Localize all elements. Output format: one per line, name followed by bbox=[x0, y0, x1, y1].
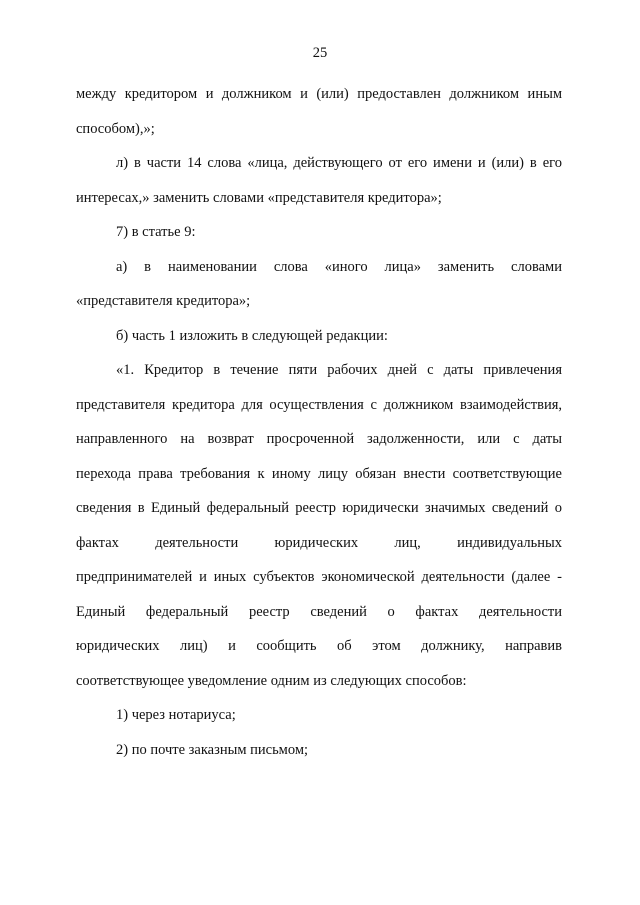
page-number: 25 bbox=[312, 45, 328, 61]
text-line: фактах деятельности юридических лиц, индивидуальных bbox=[76, 534, 562, 551]
text-line: между кредитором и должником и (или) предоставлен должником иным bbox=[76, 86, 562, 102]
document-body bbox=[76, 77, 562, 767]
text-line: «представителя кредитора»; bbox=[76, 293, 251, 309]
text-line: соответствующее уведомление одним из следующих способов: bbox=[76, 672, 467, 689]
text-line: 7) в статье 9: bbox=[116, 224, 196, 240]
text-line: перехода права требования к иному лицу обязан внести соответствующие bbox=[76, 465, 562, 482]
text-line: Единый федеральный реестр сведений о фактах деятельности bbox=[76, 603, 562, 620]
text-line: 1) через нотариуса; bbox=[116, 707, 236, 723]
text-line: юридических лиц) и сообщить об этом должнику, направив bbox=[76, 638, 562, 654]
text-line: направленного на возврат просроченной задолженности, или с даты bbox=[76, 431, 562, 447]
text-line: б) часть 1 изложить в следующей редакции: bbox=[116, 327, 388, 344]
text-line: способом),»; bbox=[76, 120, 155, 137]
text-line: а) в наименовании слова «иного лица» заменить словами bbox=[116, 258, 562, 275]
text-line: интересах,» заменить словами «представителя кредитора»; bbox=[76, 189, 442, 206]
text-line: сведения в Единый федеральный реестр юридически значимых сведений о bbox=[76, 500, 562, 516]
text-line: представителя кредитора для осуществления с должником взаимодействия, bbox=[76, 396, 562, 413]
text-line: 2) по почте заказным письмом; bbox=[116, 741, 309, 758]
text-line: л) в части 14 слова «лица, действующего от его имени и (или) в его bbox=[116, 155, 562, 171]
text-line: предпринимателей и иных субъектов экономической деятельности (далее - bbox=[76, 569, 562, 585]
text-line: «1. Кредитор в течение пяти рабочих дней с даты привлечения bbox=[116, 362, 562, 378]
